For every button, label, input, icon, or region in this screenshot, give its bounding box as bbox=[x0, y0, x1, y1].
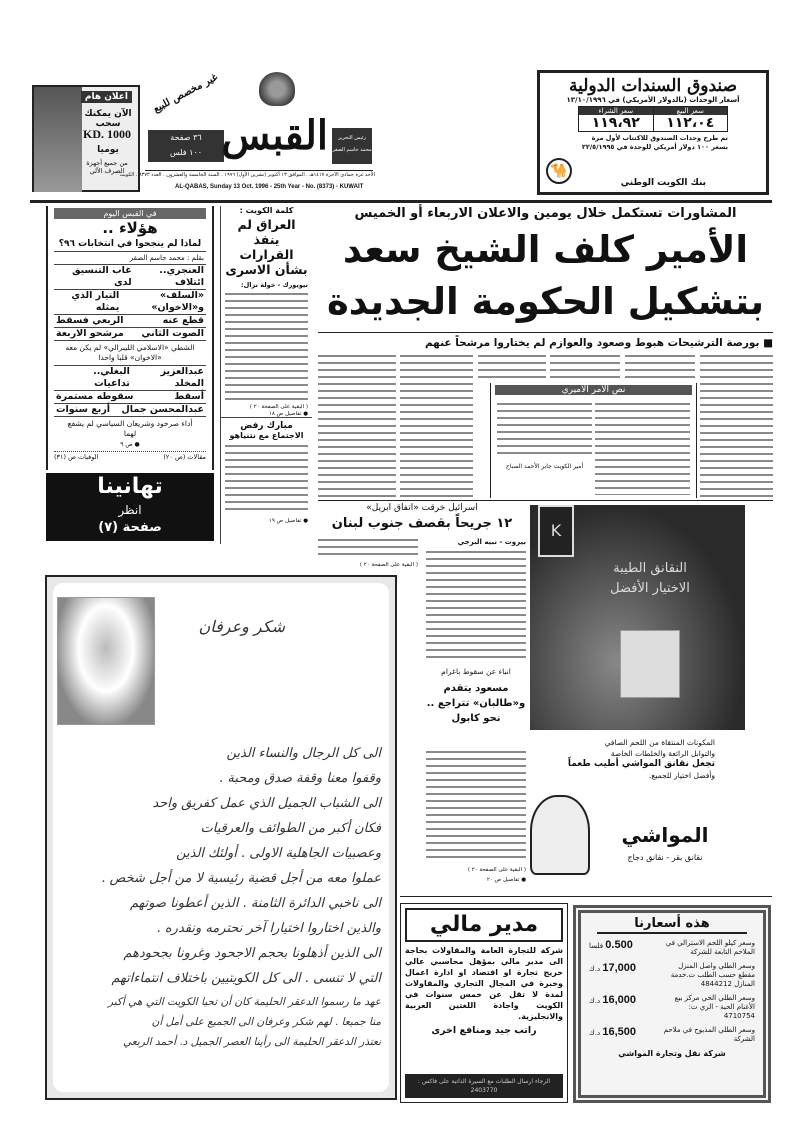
atm-line3: من جميع أجهزة الصرف الآلي bbox=[86, 159, 128, 175]
inside-list-row bbox=[54, 328, 206, 341]
bank-name: بنك الكويت الوطني bbox=[620, 178, 706, 188]
price-value bbox=[589, 939, 633, 951]
kuwait-word-details[interactable]: ● تفاصيل ص ١٨ bbox=[221, 411, 312, 418]
thanks-lines bbox=[61, 745, 381, 1055]
prices-title: هذه أسعارنا bbox=[597, 916, 747, 934]
thanks-line: منا جميعا . لهم شكر وعرفان الى الجميع على أمل أن bbox=[151, 1016, 381, 1028]
masthead-divider bbox=[145, 170, 373, 171]
thanks-title: شكر وعرفان bbox=[198, 617, 285, 636]
price-amount: 17,000 bbox=[602, 962, 637, 974]
mawashi-products: نقانق بقر - نقانق دجاج bbox=[627, 853, 703, 862]
kuwait-word-byline: نيويورك - خولة نزال: bbox=[241, 281, 308, 289]
kuwait-word-headline: العراق لم ينفذ القرارات بشأن الاسرى bbox=[225, 217, 308, 277]
inside-list-1 bbox=[54, 265, 206, 341]
mubarak-headline-2: الاجتماع مع نتنياهو bbox=[229, 431, 304, 440]
thanks-line: عملوا معه من أجل قضية رئيسية لا من أجل شخص . bbox=[101, 871, 381, 886]
afghan-cont: ( البقية على الصفحة ٢٠ ) bbox=[467, 867, 526, 873]
inside-question: لماذا لم ينجحوا في انتخابات ٩٦؟ bbox=[54, 238, 206, 252]
inside-title: هؤلاء .. bbox=[102, 219, 158, 237]
thanks-line: التي لا تنسى . الى كل الكويتيين باختلاف انتماءاتهم bbox=[111, 971, 381, 986]
english-dateline: AL-QABAS, Sunday 13 Oct. 1996 - 25th Year - No. (8373) - KUWAIT bbox=[175, 184, 364, 190]
mubarak-headline-1: مبارك رفض bbox=[240, 421, 293, 431]
lead-body-col-2 bbox=[625, 353, 695, 380]
inside-list-cell: أربع سنوات bbox=[56, 404, 111, 415]
congrats-line2: انظر bbox=[118, 503, 142, 517]
inside-list-row bbox=[54, 265, 206, 290]
editor-label: رئيس التحرير bbox=[338, 135, 366, 141]
inside-list-cell: سقوطه مستمرة bbox=[56, 391, 134, 402]
price-item bbox=[589, 994, 755, 1021]
sell-price: ١١٢،٠٤ bbox=[666, 115, 715, 131]
pages-count: ٣٦ صفحة bbox=[170, 133, 202, 142]
decree-title: نص الأمر الأميري bbox=[495, 385, 692, 395]
obituaries-ref[interactable]: الوفيات ص (٣١) bbox=[54, 453, 99, 461]
lead-body-col-1 bbox=[700, 353, 773, 498]
mubarak-details[interactable]: ● تفاصيل ص ١٩ bbox=[268, 518, 308, 524]
thanks-line: وقفوا معنا وقفة صدق ومحبة . bbox=[219, 771, 381, 786]
atm-amount: KD. 1000 bbox=[83, 127, 131, 141]
lead-rule bbox=[318, 332, 773, 333]
bonds-table bbox=[578, 106, 728, 132]
congrats-line3: صفحة (٧) bbox=[98, 520, 162, 535]
price-unit: د.ك bbox=[589, 997, 601, 1005]
portrait-photo bbox=[57, 597, 155, 725]
mawashi-brand: المواشي bbox=[621, 823, 709, 847]
atm-photo bbox=[34, 87, 82, 192]
inside-byline: بقلم : محمد جاسم الصقر bbox=[54, 252, 206, 265]
thanks-line: الى ناخبي الدائرة الثامنة . الذين أعطونا صوتهم bbox=[129, 896, 381, 911]
newspaper-logo: القبس bbox=[221, 112, 328, 159]
prices-company: شركة نقل وتجارة المواشي bbox=[618, 1049, 726, 1058]
inside-list-cell: عبدالمحسن جمال bbox=[121, 404, 204, 415]
thanks-line: نعتذر الدعقر الحليمة الى رأينا العصر الجميل د. أحمد الربعي bbox=[123, 1036, 381, 1048]
price-label: وسعر الطلي الحي مركز بيع الأغنام الحية - الري ت: 4710754 bbox=[674, 994, 755, 1020]
lead-bottom-rule bbox=[318, 500, 773, 501]
mawashi-body bbox=[530, 737, 745, 781]
bonds-note: تم طرح وحدات الصندوق للاكتتاب لأول مرة بسعر ١٠٠ دولار أمريكي للوحدة في ٢٢/٥/١٩٩٥ bbox=[581, 134, 728, 151]
price-value bbox=[589, 994, 636, 1006]
inside-list-cell: غاب التنسيق لدى bbox=[72, 265, 132, 288]
atm-line1: الآن يمكنك سحب bbox=[84, 109, 132, 129]
thanks-line: والذين اختاروا اختيارا آخر نحترمه ونقدره . bbox=[156, 921, 381, 936]
price-amount: 0.500 bbox=[605, 939, 633, 951]
sell-label: سعر البيع bbox=[654, 107, 728, 115]
kuwait-word-label: كلمة الكويت : bbox=[239, 206, 294, 215]
inside-list-cell: أسقط bbox=[174, 391, 204, 402]
lead-body-col-3 bbox=[550, 353, 620, 380]
job-title: مدير مالي bbox=[405, 908, 563, 942]
lead-body-col-4 bbox=[478, 353, 546, 380]
inside-today-box bbox=[46, 206, 214, 470]
congrats-title: تهانينا bbox=[97, 474, 163, 499]
articles-ref[interactable]: مقالات (ص ٢٠) bbox=[163, 453, 206, 461]
inside-mid: الشطي «الاسلامي الليبرالي» لم يكن معه «الاخوان» قلبا واحدا bbox=[54, 341, 206, 366]
not-for-sale-stamp: غير مخصص للبيع bbox=[151, 71, 220, 116]
bonds-fund-ad bbox=[537, 70, 769, 195]
kuwait-word-body bbox=[225, 291, 308, 403]
lead-subhead: ■ بورصة الترشيحات هبوط وصعود والعوازم لم يختاروا مرشحاً عنهم bbox=[424, 337, 773, 349]
lead-body-col-5 bbox=[400, 353, 473, 498]
price-unit: فلسا bbox=[589, 942, 604, 950]
mubarak-body bbox=[225, 443, 308, 515]
israel-body-right bbox=[426, 549, 526, 661]
price-item bbox=[589, 962, 755, 989]
job-perks: راتب جيد ومنافع اخرى bbox=[431, 1025, 537, 1036]
bonds-subtitle: أسعار الوحدات (بالدولار الأمريكي) في ١٣/١٠/١٩٩٦ bbox=[566, 96, 740, 104]
lead-body-col-6 bbox=[318, 353, 396, 498]
thanks-line: الى كل الرجال والنساء الذين bbox=[226, 746, 381, 761]
thanks-line: عهد ما رسموا الدعقر الحليمة كان أن تحيا الكويت التي هي أكبر bbox=[107, 996, 381, 1008]
arabic-dateline: الأحد غرة جمادى الآخرة ١٤١٧هـ . الموافق ١٣ أكتوبر (تشرين الأول) ١٩٩٦ . السنة الخامسة والعشرون . العدد ٨٣٧٣ . الكويت bbox=[119, 172, 375, 178]
job-body: شركة للتجارة العامة والمقاولات بحاجة الى مدير مالي بمؤهل محاسبي عالي خريج تجارة او اقتصاد او ادارة اعمال وخبرة في المجال التجاري والمقاولات لمدة لا تقل عن خمس سنوات في الكويت واجادة اللغتين العربية والانجليزية. bbox=[405, 946, 563, 1021]
afghan-body bbox=[426, 749, 526, 863]
bottom-rule bbox=[400, 896, 772, 897]
afghan-headline: مسعود يتقدم و«طالبان» تتراجع .. نحو كابول bbox=[426, 683, 526, 724]
issue-price: ١٠٠ فلس bbox=[169, 148, 203, 157]
price-item bbox=[589, 1026, 755, 1044]
lead-headline-1: الأمير كلف الشيخ سعد bbox=[342, 228, 749, 271]
inside-banner: في القبس اليوم bbox=[54, 208, 206, 219]
decree-box bbox=[490, 383, 697, 498]
buy-label: سعر الشراء bbox=[579, 107, 653, 115]
price-amount: 16,500 bbox=[602, 1026, 637, 1038]
mawashi-body-line: والتوابل الرائعة والخلطات الخاصة bbox=[610, 749, 715, 758]
price-value bbox=[589, 962, 636, 974]
afghan-kicker: انباء عن سقوط باغرام bbox=[441, 667, 511, 676]
israel-byline: بيروت - نبيه البرجي bbox=[457, 538, 526, 546]
price-value bbox=[589, 1026, 636, 1038]
thanks-line: الى الشباب الجميل الذي عمل كفريق واحد bbox=[152, 796, 381, 811]
bonds-title: صندوق السندات الدولية bbox=[568, 76, 738, 96]
inside-list-row bbox=[54, 366, 206, 391]
price-unit: د.ك bbox=[589, 1029, 601, 1037]
congrats-box bbox=[46, 473, 214, 541]
lead-kicker: المشاورات تستكمل خلال يومين والاعلان الاربعاء أو الخميس bbox=[354, 206, 737, 221]
inside-list-cell: البغلي.. تداعيات bbox=[93, 366, 130, 389]
inside-list-cell: التيار الذي يمثله bbox=[71, 290, 120, 313]
decree-text-1 bbox=[595, 401, 690, 495]
mawashi-product-pack bbox=[620, 630, 680, 698]
editor-name: محمد جاسم الصقر bbox=[332, 147, 372, 153]
atm-line2: يوميا bbox=[97, 145, 119, 155]
inside-list-cell: قطع عنه bbox=[162, 315, 204, 326]
buy-price: ١١٩،٩٢ bbox=[591, 115, 640, 131]
inside-list-2 bbox=[54, 366, 206, 417]
israel-headline: ١٢ جريحاً بقصف جنوب لبنان bbox=[331, 516, 513, 531]
price-label: وسعر الطلي واصل المنزل مقطع حسب الطلب ت.خدمة المنازل 4844212 bbox=[670, 962, 755, 988]
inside-list-cell: مرشحو الاربعة bbox=[56, 328, 124, 339]
inside-list-cell: عبدالعزيز المخلد bbox=[160, 366, 204, 389]
kuwait-word-cont: ( البقية على الصفحة ٢٠ ) bbox=[249, 404, 308, 410]
afghan-details[interactable]: ● تفاصيل ص ٢٠ bbox=[486, 877, 526, 883]
editor-box bbox=[332, 128, 372, 164]
prices-list bbox=[587, 939, 757, 1044]
inside-page-ref: ● ص ٩ bbox=[120, 441, 140, 448]
decree-text-2 bbox=[497, 401, 592, 457]
price-item bbox=[589, 939, 755, 957]
camel-logo-icon: 🐪 bbox=[546, 158, 572, 184]
chef-illustration bbox=[530, 795, 590, 875]
thanks-line: وعصبيات الجاهلية الاولى . أولئك الذين bbox=[176, 846, 381, 861]
mawashi-shield-logo: K bbox=[538, 505, 574, 557]
inside-list-row bbox=[54, 391, 206, 404]
prices-ad bbox=[573, 905, 771, 1103]
inside-list-row bbox=[54, 315, 206, 328]
price-label: وسعر الطلي المذبوح في ملاحم الشركة bbox=[663, 1026, 755, 1043]
thanks-ad bbox=[45, 575, 397, 1100]
kuwait-word-column bbox=[220, 206, 312, 544]
mawashi-body-line: المكونات المنتقاة من اللحم الصافي bbox=[604, 738, 715, 747]
inside-list-cell: الصوت الثاني bbox=[141, 328, 204, 339]
israel-kicker: اسرائيل خرقت «اتفاق ابريل» bbox=[366, 503, 478, 513]
mawashi-body-line: وأفضل اختيار للجميع. bbox=[649, 771, 715, 780]
lead-headline-2: بتشكيل الحكومة الجديدة bbox=[326, 280, 765, 323]
inside-list-row bbox=[54, 404, 206, 417]
mawashi-slogan-2: الاختيار الأفضل bbox=[610, 581, 690, 596]
israel-body-left bbox=[318, 537, 418, 559]
price-unit: د.ك bbox=[589, 965, 601, 973]
inside-list-cell: «السلف» و«الاخوان» bbox=[151, 290, 204, 313]
price-amount: 16,000 bbox=[602, 994, 637, 1006]
mawashi-ad bbox=[530, 505, 773, 885]
inside-list-cell: العنجري.. ائتلاف bbox=[159, 265, 204, 288]
mawashi-slogan-1: النقانق الطيبة bbox=[613, 561, 687, 576]
israel-cont: ( البقية على الصفحة ٢٠ ) bbox=[359, 562, 418, 568]
thanks-line: الى الذين أذهلونا بحجم الاجحود وغرونا بجحودهم bbox=[123, 946, 381, 961]
mawashi-body-line: تجعل نقانق المواشي أطيب طعماً bbox=[567, 759, 715, 769]
thanks-line: فكان أكبر من الطوائف والعرقيات bbox=[200, 821, 381, 836]
inside-list-row bbox=[54, 290, 206, 315]
pages-box bbox=[148, 130, 224, 162]
decree-signature: أمير الكويت جابر الأحمد الصباح bbox=[505, 463, 584, 470]
price-label: وسعر كيلو اللحم الاسترالي في الملاحم التابعة للشركة bbox=[665, 939, 755, 956]
masthead-rule bbox=[30, 200, 772, 203]
job-contact: الرجاء ارسال الطلبات مع السيرة الذاتية على فاكس : 2403770 bbox=[405, 1074, 563, 1098]
atm-badge: اعلان هام bbox=[81, 91, 132, 103]
job-ad bbox=[400, 903, 568, 1103]
logo-emblem bbox=[259, 72, 295, 106]
inside-foot: أداء صرخود وشريعان السياسي لم يشفع لهما bbox=[67, 419, 193, 438]
inside-list-cell: الربعي فسقط bbox=[56, 315, 124, 326]
